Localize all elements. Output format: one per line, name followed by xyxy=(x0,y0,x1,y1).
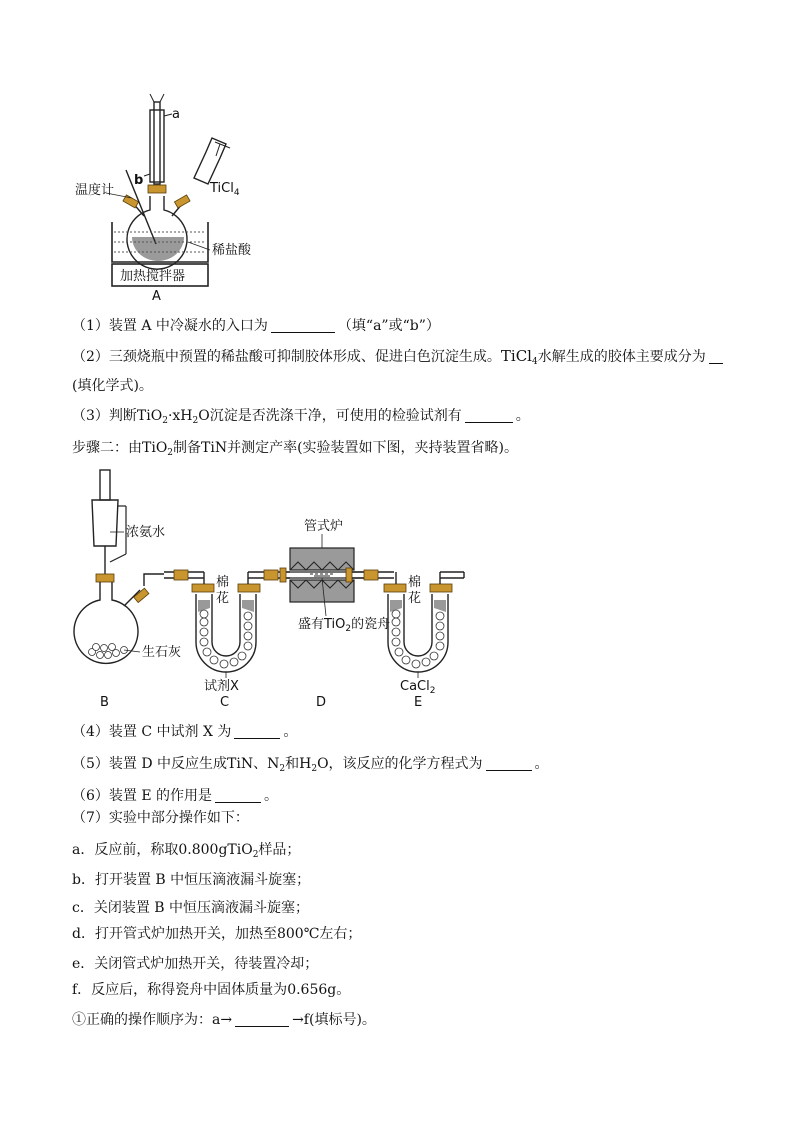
question-6: （6）装置 E 的作用是 。 xyxy=(72,788,279,804)
answer-blank-1[interactable] xyxy=(271,318,335,333)
label-cotton-e1: 棉 xyxy=(408,575,422,590)
three-neck-flask xyxy=(123,185,190,269)
apparatus-e xyxy=(384,572,464,672)
caption-b: B xyxy=(100,695,109,710)
operation-c: c．关闭装置 B 中恒压滴液漏斗旋塞； xyxy=(72,900,310,916)
answer-blank-3[interactable] xyxy=(465,408,513,423)
operation-d: d．打开管式炉加热开关，加热至800℃左右； xyxy=(72,926,362,942)
label-cacl2: CaCl$_2$ xyxy=(400,679,436,696)
operation-a: a．反应前，称取0.800gTiO$_2$样品； xyxy=(72,842,301,860)
caption-c: C xyxy=(220,695,230,710)
label-ticl4: TiCl$_4$ xyxy=(210,181,240,198)
answer-blank-7[interactable] xyxy=(235,1012,289,1027)
operation-order: ①正确的操作顺序为：a→ →f(填标号)。 xyxy=(72,1012,376,1028)
label-thermometer: 温度计 xyxy=(75,183,115,198)
caption-a: A xyxy=(152,289,161,304)
question-2: （2）三颈烧瓶中预置的稀盐酸可抑制胶体形成、促进白色沉淀生成。TiCl$_4$水解生成的胶体主要成分为 xyxy=(72,346,726,372)
label-cotton-e2: 花 xyxy=(408,591,422,606)
label-furnace: 管式炉 xyxy=(304,519,344,534)
answer-blank-4[interactable] xyxy=(234,724,280,739)
answer-blank-5[interactable] xyxy=(486,756,532,771)
apparatus-bcde-figure xyxy=(64,466,484,710)
question-1: （1）装置 A 中冷凝水的入口为 （填“a”或“b”） xyxy=(72,318,440,334)
question-7: （7）实验中部分操作如下： xyxy=(72,810,249,826)
operation-e: e．关闭管式炉加热开关，待装置冷却； xyxy=(72,956,319,972)
step-2-intro: 步骤二：由TiO$_2$制备TiN并测定产率(实验装置如下图，夹持装置省略)。 xyxy=(72,440,519,458)
label-a: a xyxy=(172,107,180,122)
dropping-funnel xyxy=(194,138,230,184)
caption-e: E xyxy=(414,695,423,710)
label-b: b xyxy=(134,173,144,188)
operation-f: f．反应后，称得瓷舟中固体质量为0.656g。 xyxy=(72,982,351,998)
label-acid: 稀盐酸 xyxy=(212,243,252,258)
condenser xyxy=(144,94,172,184)
operation-b: b．打开装置 B 中恒压滴液漏斗旋塞； xyxy=(72,872,311,888)
question-5: （5）装置 D 中反应生成TiN、$N_2$和$H_2O$，该反应的化学方程式为 。 xyxy=(72,756,549,774)
answer-blank-6[interactable] xyxy=(215,788,261,803)
question-4: （4）装置 C 中试剂 X 为 。 xyxy=(72,724,298,740)
label-ammonia: 浓氨水 xyxy=(126,525,166,540)
apparatus-b xyxy=(74,470,164,663)
answer-blank-2[interactable] xyxy=(709,349,723,364)
label-reagent-x: 试剂X xyxy=(204,679,239,694)
label-cotton-c1: 棉 xyxy=(216,575,230,590)
label-boat: 盛有TiO$_2$的瓷舟 xyxy=(298,617,391,634)
label-heater: 加热搅拌器 xyxy=(120,269,186,284)
apparatus-d xyxy=(280,548,364,602)
question-2-cont: (填化学式)。 xyxy=(72,378,153,394)
label-lime: 生石灰 xyxy=(142,645,182,660)
caption-d: D xyxy=(316,695,327,710)
label-cotton-c2: 花 xyxy=(216,591,230,606)
question-3: （3）判断$TiO_2\cdot xH_2O$沉淀是否洗涤干净，可使用的检验试剂有 。 xyxy=(72,408,530,426)
apparatus-a-figure xyxy=(60,92,290,304)
